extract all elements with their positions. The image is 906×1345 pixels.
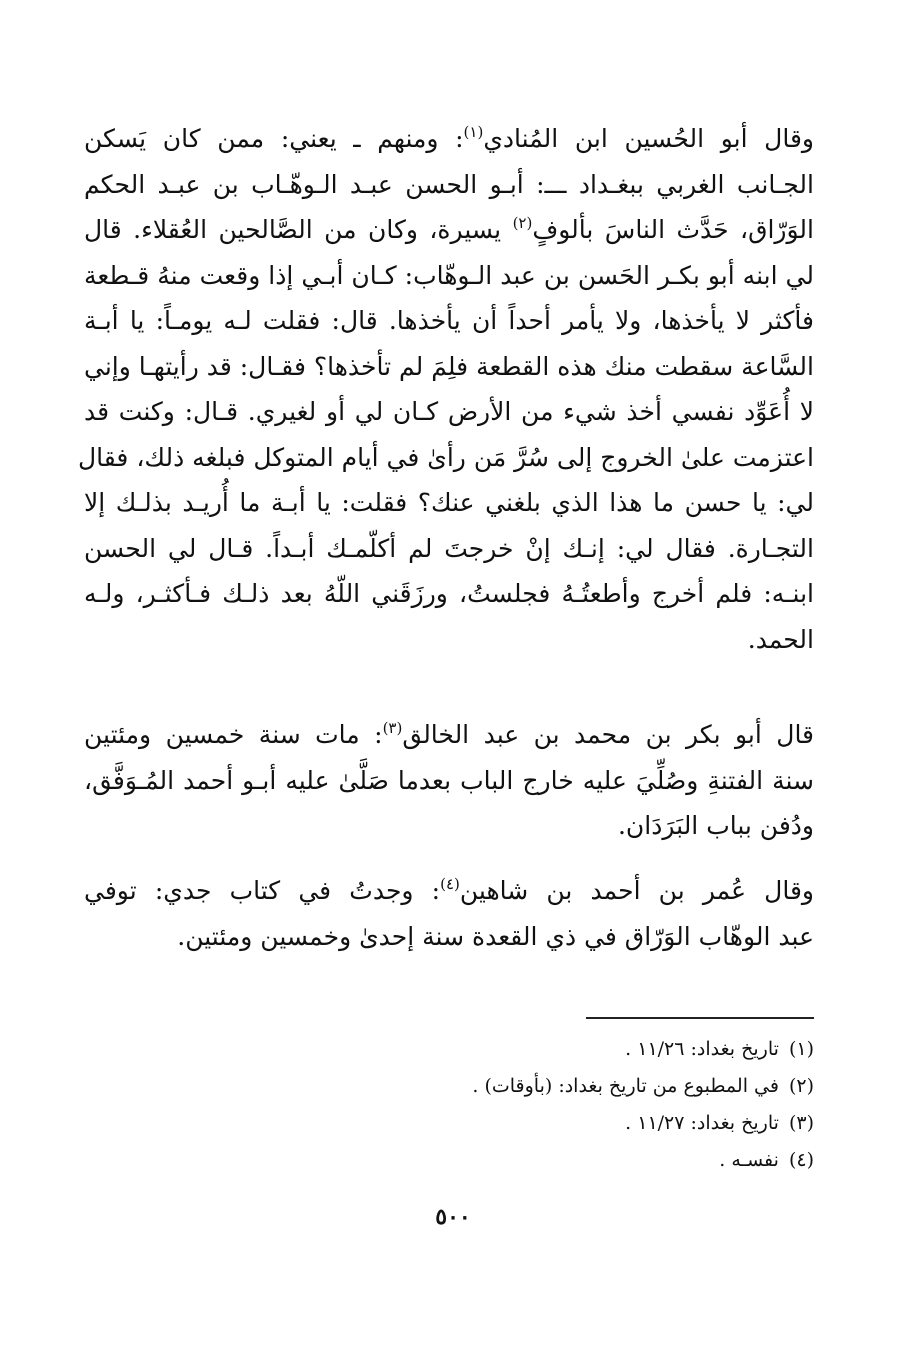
page-number: ٥٠٠	[435, 1204, 471, 1230]
text-line: لا أُعَوِّد نفسي أخذ شيء من الأرض كـان لي أو لغيري. قـال: وكنت قد	[84, 397, 815, 426]
paragraph-1	[78, 116, 815, 662]
footnote-number: (٢)	[788, 1075, 814, 1097]
text-line: الجـانب الغربي ببغـداد ـــ: أبـو الحسن عبـد الـوهّـاب بن عبـد الحكم	[84, 169, 814, 199]
footnote-item	[84, 1068, 814, 1105]
footnote-marker: (٢)	[512, 214, 533, 232]
footnote-number: (٤)	[788, 1149, 814, 1171]
text-line: وقال عُمر بن أحمد بن شاهين$^{(٤)}$: وجدتُ في كتاب جدي: توفي	[84, 875, 814, 905]
text-line: الوَرّاق، حَدَّث الناسَ بألوفٍ$^{(٢)}$ يسيرة، وكان من الصَّالحين العُقلاء. قال	[84, 214, 814, 244]
footnote-text: تاريخ بغداد: ١١/٢٦ .	[625, 1038, 779, 1060]
text-line: التجـارة. فقال لي: إنـك إنْ خرجتَ لم أكلّمـك أبـداً. قـال لي الحسن	[84, 533, 814, 563]
text-line: السَّاعة سقطت منك هذه القطعة فلِمَ لم تأخذها؟ فقـال: قد رأيتهـا وإني	[84, 351, 814, 381]
footnote-item	[84, 1105, 814, 1142]
footnote-separator	[586, 1017, 814, 1019]
footnotes	[84, 1031, 814, 1179]
footnote-text: في المطبوع من تاريخ بغداد: (بأوقات) .	[472, 1075, 779, 1097]
text-line: وقال أبو الحُسين ابن المُنادي$^{(١)}$: ومنهم ـ يعني: ممن كان يَسكن	[84, 123, 814, 153]
text-line: ودُفن بباب البَرَدَان.	[617, 811, 814, 840]
text-line: الحمد.	[747, 624, 814, 654]
text-line: لي: يا حسن ما هذا الذي بلغني عنك؟ فقلت: يا أبـة ما أُريـد بذلـك إلا	[84, 488, 814, 517]
paragraph-2	[84, 712, 814, 849]
text-line: ابنـه: فلم أخرج وأطعتُـهُ فجلستُ، ورزَقَني اللّهُ بعد ذلـك فـأكثـر، ولـه	[84, 579, 814, 608]
footnote-marker: (٣)	[382, 719, 403, 737]
footnote-text: تاريخ بغداد: ١١/٢٧ .	[625, 1112, 779, 1134]
text-line: فأكثر لا يأخذها، ولا يأمر أحداً أن يأخذها. قال: فقلت لـه يومـاً: يا أبـة	[84, 306, 814, 335]
text-line: عبد الوهّاب الوَرّاق في ذي القعدة سنة إحدىٰ وخمسين ومئتين.	[177, 921, 814, 951]
text-line: سنة الفتنةِ وصُلِّيَ عليه خارج الباب بعدما صَلَّىٰ عليه أبـو أحمد المُـوَفَّق،	[84, 765, 814, 795]
text-line: اعتزمت علىٰ الخروج إلى سُرَّ مَن رأىٰ في أيام المتوكل فبلغه ذلك، فقال	[78, 442, 814, 472]
footnote-marker: (٤)	[440, 875, 460, 893]
footnote-text: نفسـه .	[719, 1149, 779, 1171]
paragraph-3	[84, 868, 814, 959]
footnote-item	[84, 1031, 814, 1068]
text-line: لي ابنه أبو بكـر الحَسن بن عبد الـوهّاب: كـان أبـي إذا وقعت منهُ قـطعة	[84, 260, 814, 290]
footnote-item	[84, 1142, 814, 1179]
footnote-number: (١)	[788, 1038, 814, 1060]
footnote-number: (٣)	[788, 1112, 814, 1134]
footnote-marker: (١)	[463, 123, 484, 141]
text-line: قال أبو بكر بن محمد بن عبد الخالق$^{(٣)}$: مات سنة خمسين ومئتين	[84, 719, 815, 749]
